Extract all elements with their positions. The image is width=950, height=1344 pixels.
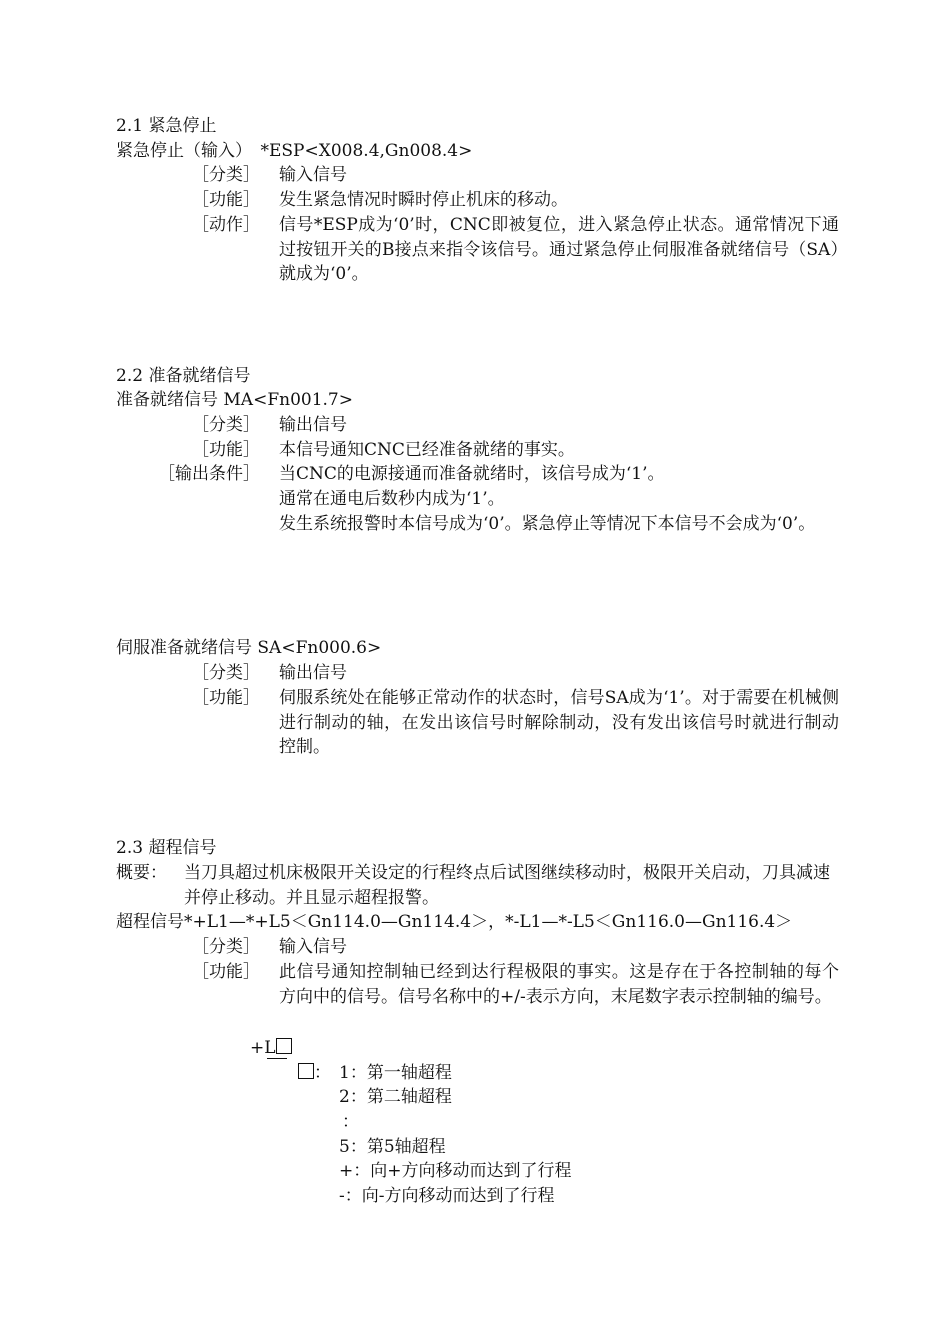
signal-format-diagram [250,1036,292,1060]
action-value: 信号*ESP成为‘0’时，CNC即被复位，进入紧急停止状态。通常情况下通过按钮开关的B接点来指令该信号。通过紧急停止伺服准备就绪信号（SA）就成为‘0’。 [279,215,839,285]
function-label: ［功能］ [192,190,260,210]
function-label: ［功能］ [192,688,260,708]
output-condition-label: ［输出条件］ [158,464,260,484]
function-label: ［功能］ [192,440,260,460]
axis-number-box-icon [276,1038,292,1054]
axis-number-box-icon [298,1063,314,1079]
output-condition-value-2: 通常在通电后数秒内成为‘1’。 [279,489,505,509]
function-value: 本信号通知CNC已经准备就绪的事实。 [279,440,575,460]
section-2-1-heading: 2.1 紧急停止 [116,116,217,136]
classification-value: 输出信号 [279,663,347,683]
classification-value: 输入信号 [279,165,347,185]
legend-axis-1: 1：第一轴超程 [339,1063,452,1083]
signal-prefix: +L [250,1038,276,1058]
function-value: 伺服系统处在能够正常动作的状态时，信号SA成为‘1’。对于需要在机械侧进行制动的轴，在发出该信号时解除制动，没有发出该信号时就进行制动控制。 [279,688,839,758]
legend-axis-5: 5：第5轴超程 [339,1137,446,1157]
legend-ellipsis: ： [342,1112,359,1132]
ma-signal-name: 准备就绪信号 MA<Fn001.7> [116,390,353,410]
classification-label: ［分类］ [192,663,260,683]
legend-box-row [298,1061,331,1085]
summary-label: 概要： [116,863,167,883]
section-2-2-heading: 2.2 准备就绪信号 [116,366,251,386]
legend-minus-direction: -：向-方向移动而达到了行程 [339,1186,555,1206]
function-label: ［功能］ [192,962,260,982]
sa-signal-name: 伺服准备就绪信号 SA<Fn000.6> [116,638,382,658]
overtravel-signal-name: 超程信号*+L1—*+L5＜Gn114.0—Gn114.4＞，*-L1—*-L5＜Gn116.0—Gn116.4＞ [116,912,793,932]
classification-label: ［分类］ [192,165,260,185]
classification-label: ［分类］ [192,937,260,957]
function-value: 发生紧急情况时瞬时停止机床的移动。 [279,190,568,210]
output-condition-value-3: 发生系统报警时本信号成为‘0’。紧急停止等情况下本信号不会成为‘0’。 [279,514,816,534]
esp-signal-name: 紧急停止（输入） *ESP<X008.4,Gn008.4> [116,141,473,161]
underline-divider [267,1058,287,1059]
output-condition-value-1: 当CNC的电源接通而准备就绪时，该信号成为‘1’。 [279,464,665,484]
legend-axis-2: 2：第二轴超程 [339,1087,452,1107]
legend-colon: ： [314,1063,331,1083]
legend-plus-direction: +：向+方向移动而达到了行程 [339,1161,572,1181]
section-2-3-heading: 2.3 超程信号 [116,838,217,858]
classification-value: 输入信号 [279,937,347,957]
action-label: ［动作］ [192,215,260,235]
summary-value: 当刀具超过机床极限开关设定的行程终点后试图继续移动时，极限开关启动，刀具减速并停止移动。并且显示超程报警。 [184,863,830,908]
function-value: 此信号通知控制轴已经到达行程极限的事实。这是存在于各控制轴的每个方向中的信号。信号名称中的+/-表示方向，末尾数字表示控制轴的编号。 [279,962,839,1007]
classification-label: ［分类］ [192,415,260,435]
classification-value: 输出信号 [279,415,347,435]
